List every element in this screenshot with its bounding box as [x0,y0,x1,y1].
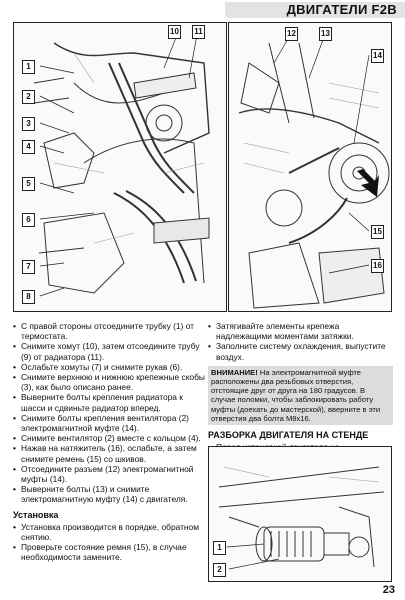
instruction-step: • Снимите болты крепления вентилятора (2) электромагнитной муфте (14). [13,413,205,433]
section-title: ДВИГАТЕЛИ F2B [286,2,397,17]
instruction-step: • Выверните болты (13) и снимите электромагнитную муфту (14) с двигателя. [13,484,205,504]
instruction-step: • Снимите верхнюю и нижнюю крепежные скобы (3), как было описано ранее. [13,372,205,392]
install-heading: Установка [13,509,59,520]
instruction-step: • Заполните систему охлаждения, выпустите воздух. [208,341,393,361]
instruction-step: • Снимите вентилятор (2) вместе с кольцом (4). [13,433,205,443]
callout-11: 11 [192,25,205,39]
callout-13: 13 [319,27,332,41]
callout-starter-1: 1 [213,541,226,555]
install-step: • Установка производится в порядке, обратном снятию. [13,522,205,542]
callout-3: 3 [22,117,35,131]
warning-text: На электромагнитной муфте расположены два резьбовых отверстия, отстоящие друг от друга на 180 градусов. В случае поломки, чтобы заблокировать работу муфты (доехать до мастерской), вверните в эти отверстия два болта М8х16. [211,367,381,423]
callout-starter-2: 2 [213,563,226,577]
figure-left-illustration [13,22,227,312]
install-step: • Проверьте состояние ремня (15), в случае необходимости замените. [13,542,205,562]
warning-label: ВНИМАНИЕ! [211,367,258,377]
instruction-step: • Ослабьте хомуты (7) и снимите рукав (6). [13,362,205,372]
page-header [0,0,405,22]
engine-radiator-drawing [14,23,226,311]
callout-14: 14 [371,49,384,63]
callout-5: 5 [22,177,35,191]
warning-box [208,366,393,425]
instruction-step: • Нажав на натяжитель (16), ослабьте, а затем снимите ремень (15) со шкивов. [13,443,205,463]
callout-16: 16 [371,259,384,273]
callout-4: 4 [22,140,35,154]
fan-clutch-drawing [229,23,391,311]
page-number: 23 [382,584,395,596]
instruction-step: • Снимите хомут (10), затем отсоедините трубу (9) от радиатора (11). [13,341,205,361]
callout-15: 15 [371,225,384,239]
instruction-step: • Отсоедините разъем (12) электромагнитной муфты (14). [13,464,205,484]
callout-6: 6 [22,213,35,227]
disassembly-heading: РАЗБОРКА ДВИГАТЕЛЯ НА СТЕНДЕ [208,430,369,441]
callout-7: 7 [22,260,35,274]
callout-1: 1 [22,60,35,74]
figure-starter-illustration [208,446,392,582]
starter-motor-drawing [209,447,391,581]
instruction-step: • Затягивайте элементы крепежа надлежащими моментами затяжки. [208,321,393,341]
callout-2: 2 [22,90,35,104]
callout-8: 8 [22,290,35,304]
figure-right-illustration [228,22,392,312]
callout-12: 12 [285,27,298,41]
instruction-step: • Выверните болты крепления радиатора к шасси и сдвиньте радиатор вперед. [13,392,205,412]
instruction-step: • С правой стороны отсоедините трубку (1) от термостата. [13,321,205,341]
left-text-column [13,321,205,563]
callout-10: 10 [168,25,181,39]
